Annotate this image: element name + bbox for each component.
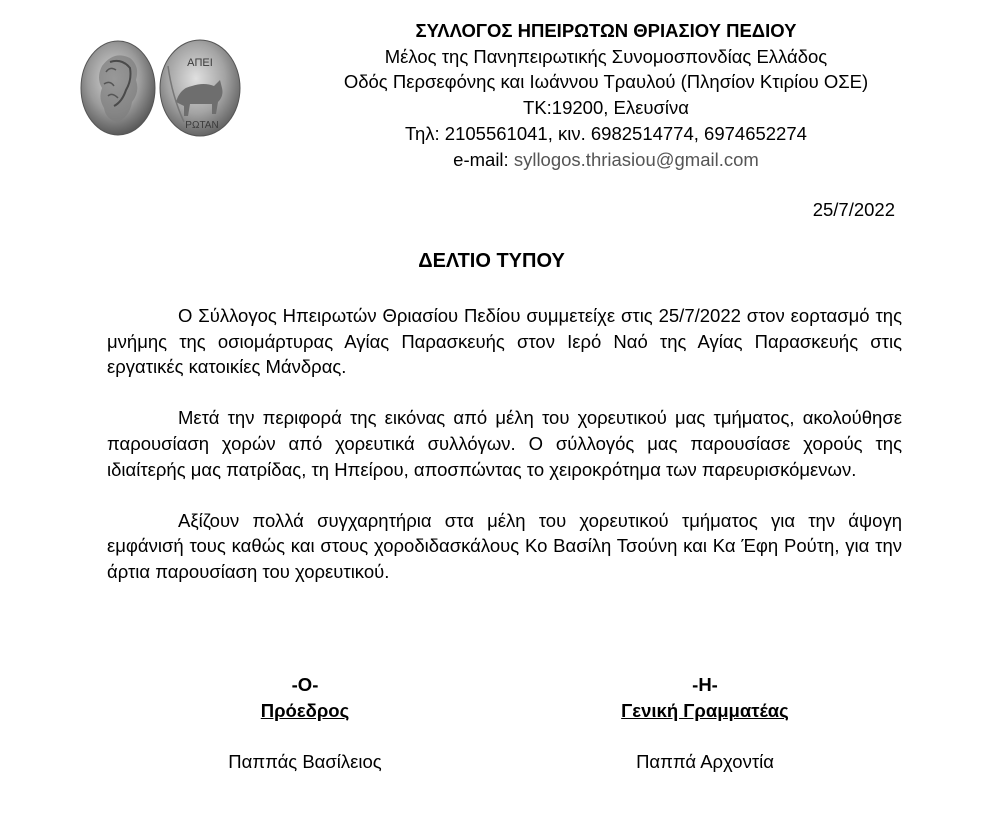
membership-line: Μέλος της Πανηπειρωτικής Συνομοσπονδίας Ελλάδος (384, 45, 828, 67)
address-line: Οδός Περσεφόνης και Ιωάννου Τραυλού (Πλησίον Κτιρίου ΟΣΕ) (343, 71, 869, 93)
letterhead (250, 18, 962, 172)
document-title: ΔΕΛΤΙΟ ΤΥΠΟΥ (418, 250, 565, 272)
postal-line: ΤΚ:19200, Ελευσίνα (523, 97, 689, 119)
signature-mark: -Ο- (291, 674, 319, 695)
ancient-coin-icon (80, 36, 242, 148)
coin-inscription-bottom: ΡΩΤΑΝ (185, 120, 219, 131)
phone-line: Τηλ: 2105561041, κιν. 6982514774, 6974652274 (405, 122, 807, 144)
signature-name: Παππάς Βασίλειος (228, 751, 382, 773)
paragraph: Μετά την περιφορά της εικόνας από μέλη του χορευτικού μας τμήματος, ακολούθησε παρουσίαση χορών από χορευτικά συλλόγων. Ο σύλλογός μας παρουσίασε χορούς της ιδιαίτερής μας πατρίδας, τη Ηπείρου, αποσπώντας το χειροκρότημα των παρευρισκόμενων. (107, 407, 902, 480)
paragraph: Ο Σύλλογος Ηπειρωτών Θριασίου Πεδίου συμμετείχε στις 25/7/2022 στον εορτασμό της μνήμης της οσιομάρτυρας Αγίας Παρασκευής στον Ιερό Ναό της Αγίας Παρασκευής στις εργατικές κατοικίες Μάνδρας. (107, 305, 902, 378)
coin-logo (80, 36, 242, 148)
email-label: e-mail: (453, 148, 509, 170)
signature-name: Παππά Αρχοντία (636, 751, 774, 773)
signature-mark: -Η- (692, 674, 718, 695)
document-date: 25/7/2022 (812, 199, 895, 220)
email-link[interactable]: syllogos.thriasiou@gmail.com (513, 148, 759, 170)
signature-role: Πρόεδρος (260, 699, 350, 721)
signature-secretary (585, 672, 825, 775)
email-line (250, 147, 962, 173)
paragraph: Αξίζουν πολλά συγχαρητήρια στα μέλη του χορευτικού τμήματος για την άψογη εμφάνισή τους καθώς και στους χοροδιδασκάλους Κο Βασίλη Τσούνη και Κα Έφη Ρούτη, για την άρτια παρουσίαση του χορευτικού. (107, 509, 902, 582)
signature-president (205, 672, 405, 775)
signature-role: Γενική Γραμματέας (621, 699, 789, 721)
coin-inscription-top: ΑΠΕΙ (187, 57, 213, 69)
organization-name: ΣΥΛΛΟΓΟΣ ΗΠΕΙΡΩΤΩΝ ΘΡΙΑΣΙΟΥ ΠΕΔΙΟΥ (415, 20, 797, 41)
press-release-body (107, 303, 902, 610)
